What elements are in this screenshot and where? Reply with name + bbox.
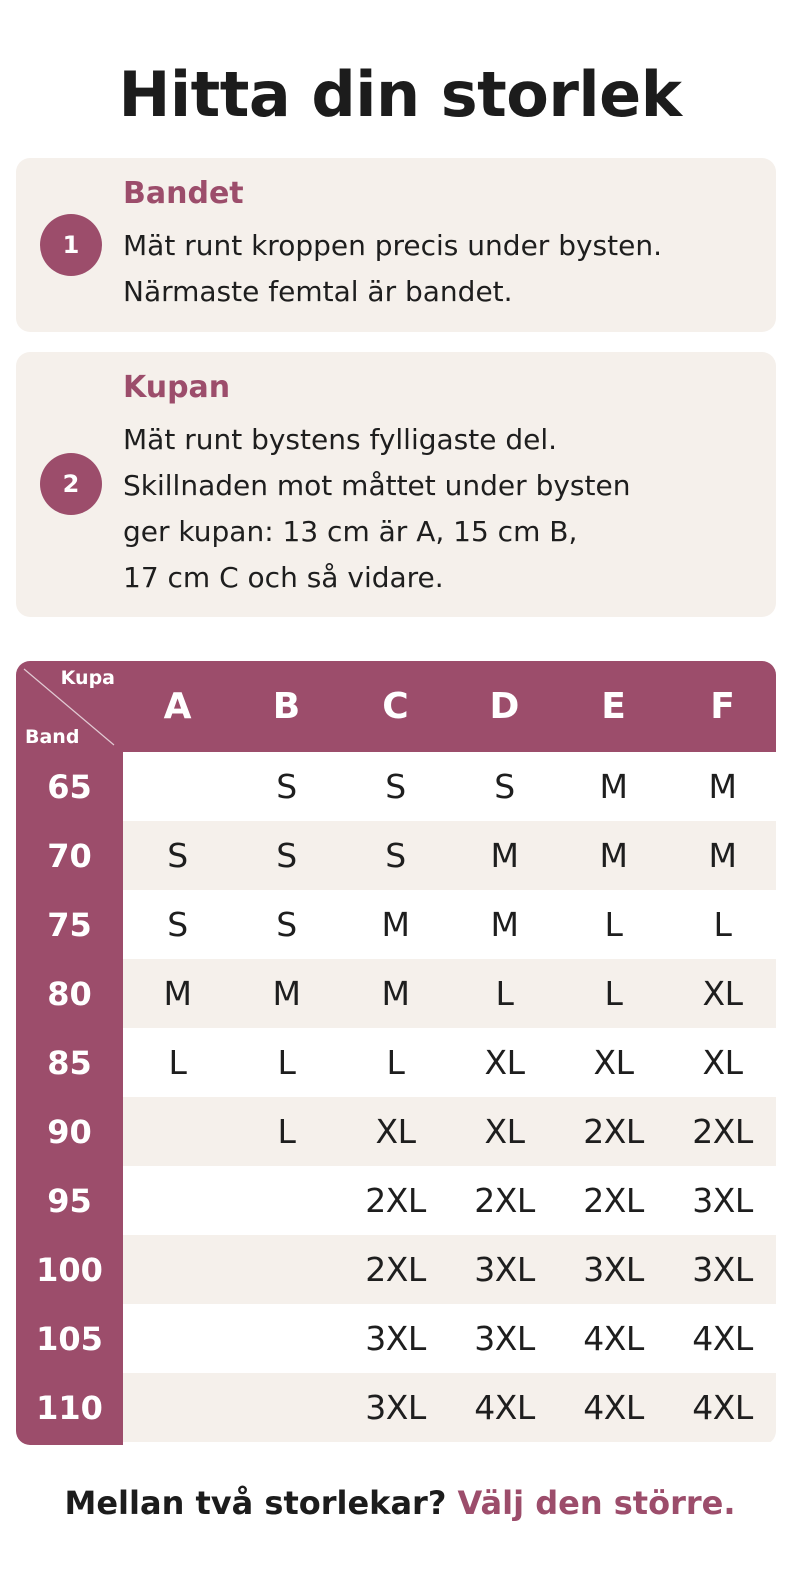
- step-card-cup: [16, 352, 776, 617]
- size-cell: M: [708, 836, 737, 875]
- size-cell: M: [490, 836, 519, 875]
- table-row: [16, 1304, 776, 1373]
- size-cell: M: [381, 905, 410, 944]
- step-heading: Kupan: [123, 370, 231, 405]
- size-cell: XL: [484, 1043, 525, 1082]
- size-cell: M: [272, 974, 301, 1013]
- cup-header-f: F: [710, 686, 735, 727]
- footer-question: Mellan två storlekar?: [64, 1484, 447, 1522]
- table-row: [16, 752, 776, 821]
- size-cell: XL: [702, 974, 743, 1013]
- step-line: Mät runt bystens fylligaste del.: [123, 423, 558, 456]
- size-cell: XL: [593, 1043, 634, 1082]
- table-row: [16, 1235, 776, 1304]
- table-row: [16, 1166, 776, 1235]
- size-cell: [123, 1235, 232, 1304]
- table-row: [16, 890, 776, 959]
- size-cell: 2XL: [583, 1181, 644, 1220]
- size-cell: L: [277, 1112, 296, 1151]
- size-cell: 2XL: [365, 1181, 426, 1220]
- step-line: 17 cm C och så vidare.: [123, 561, 444, 594]
- footer-answer: Välj den större.: [457, 1484, 736, 1522]
- band-value: 70: [47, 836, 92, 875]
- size-cell: S: [385, 836, 406, 875]
- cup-header-c: C: [382, 686, 409, 727]
- step-card-band: [16, 158, 776, 332]
- size-cell: M: [490, 905, 519, 944]
- size-cell: [232, 1166, 341, 1235]
- size-cell: M: [599, 767, 628, 806]
- size-cell: 2XL: [583, 1112, 644, 1151]
- band-value: 90: [47, 1112, 92, 1151]
- size-cell: S: [167, 836, 188, 875]
- step-description: [123, 417, 763, 601]
- page-title: Hitta din storlek: [118, 58, 682, 131]
- band-value: 105: [36, 1319, 103, 1358]
- band-value: 110: [36, 1388, 103, 1427]
- table-row: [16, 1028, 776, 1097]
- size-cell: [123, 1097, 232, 1166]
- size-cell: 3XL: [365, 1388, 426, 1427]
- step-heading: Bandet: [123, 176, 244, 211]
- size-cell: L: [277, 1043, 296, 1082]
- size-cell: S: [167, 905, 188, 944]
- size-cell: 3XL: [474, 1319, 535, 1358]
- step-line: Skillnaden mot måttet under bysten: [123, 469, 631, 502]
- cup-header-a: A: [163, 686, 192, 727]
- corner-label-cup: Kupa: [60, 667, 115, 689]
- size-cell: 4XL: [583, 1388, 644, 1427]
- cup-header-e: E: [601, 686, 626, 727]
- size-cell: L: [386, 1043, 405, 1082]
- size-cell: 3XL: [692, 1181, 753, 1220]
- band-value: 75: [47, 905, 92, 944]
- size-cell: L: [168, 1043, 187, 1082]
- footer-note: [0, 1484, 800, 1522]
- step-line: Närmaste femtal är bandet.: [123, 275, 513, 308]
- size-cell: M: [381, 974, 410, 1013]
- size-cell: L: [495, 974, 514, 1013]
- size-cell: 4XL: [692, 1319, 753, 1358]
- size-cell: 2XL: [692, 1112, 753, 1151]
- step-line: ger kupan: 13 cm är A, 15 cm B,: [123, 515, 578, 548]
- table-row: [16, 959, 776, 1028]
- band-value: 100: [36, 1250, 103, 1289]
- step-number-badge: 2: [40, 453, 102, 515]
- size-cell: [232, 1235, 341, 1304]
- size-cell: XL: [484, 1112, 525, 1151]
- size-cell: [123, 752, 232, 821]
- size-cell: 2XL: [365, 1250, 426, 1289]
- size-cell: [232, 1373, 341, 1442]
- size-cell: 3XL: [692, 1250, 753, 1289]
- cup-header-d: D: [489, 686, 520, 727]
- size-cell: S: [385, 767, 406, 806]
- band-value: 80: [47, 974, 92, 1013]
- size-cell: [123, 1166, 232, 1235]
- size-cell: XL: [702, 1043, 743, 1082]
- table-corner-cell: [16, 661, 123, 752]
- size-cell: 3XL: [474, 1250, 535, 1289]
- size-cell: XL: [375, 1112, 416, 1151]
- size-cell: M: [708, 767, 737, 806]
- step-number-badge: 1: [40, 214, 102, 276]
- size-cell: M: [599, 836, 628, 875]
- size-cell: S: [276, 836, 297, 875]
- size-cell: 4XL: [692, 1388, 753, 1427]
- size-cell: 3XL: [583, 1250, 644, 1289]
- size-cell: L: [604, 905, 623, 944]
- step-description: [123, 223, 763, 315]
- size-cell: S: [494, 767, 515, 806]
- band-value: 85: [47, 1043, 92, 1082]
- table-row: [16, 821, 776, 890]
- size-cell: 2XL: [474, 1181, 535, 1220]
- step-line: Mät runt kroppen precis under bysten.: [123, 229, 662, 262]
- size-cell: L: [713, 905, 732, 944]
- size-cell: 4XL: [474, 1388, 535, 1427]
- size-cell: S: [276, 905, 297, 944]
- table-row: [16, 1097, 776, 1166]
- size-cell: M: [163, 974, 192, 1013]
- cup-header-b: B: [272, 686, 301, 727]
- size-cell: 4XL: [583, 1319, 644, 1358]
- band-value: 65: [47, 767, 92, 806]
- corner-label-band: Band: [25, 726, 80, 748]
- size-cell: S: [276, 767, 297, 806]
- size-cell: [232, 1304, 341, 1373]
- size-cell: [123, 1373, 232, 1442]
- size-chart-table: [16, 661, 776, 1445]
- size-cell: L: [604, 974, 623, 1013]
- table-row: [16, 1373, 776, 1442]
- size-cell: [123, 1304, 232, 1373]
- size-cell: 3XL: [365, 1319, 426, 1358]
- band-value: 95: [47, 1181, 92, 1220]
